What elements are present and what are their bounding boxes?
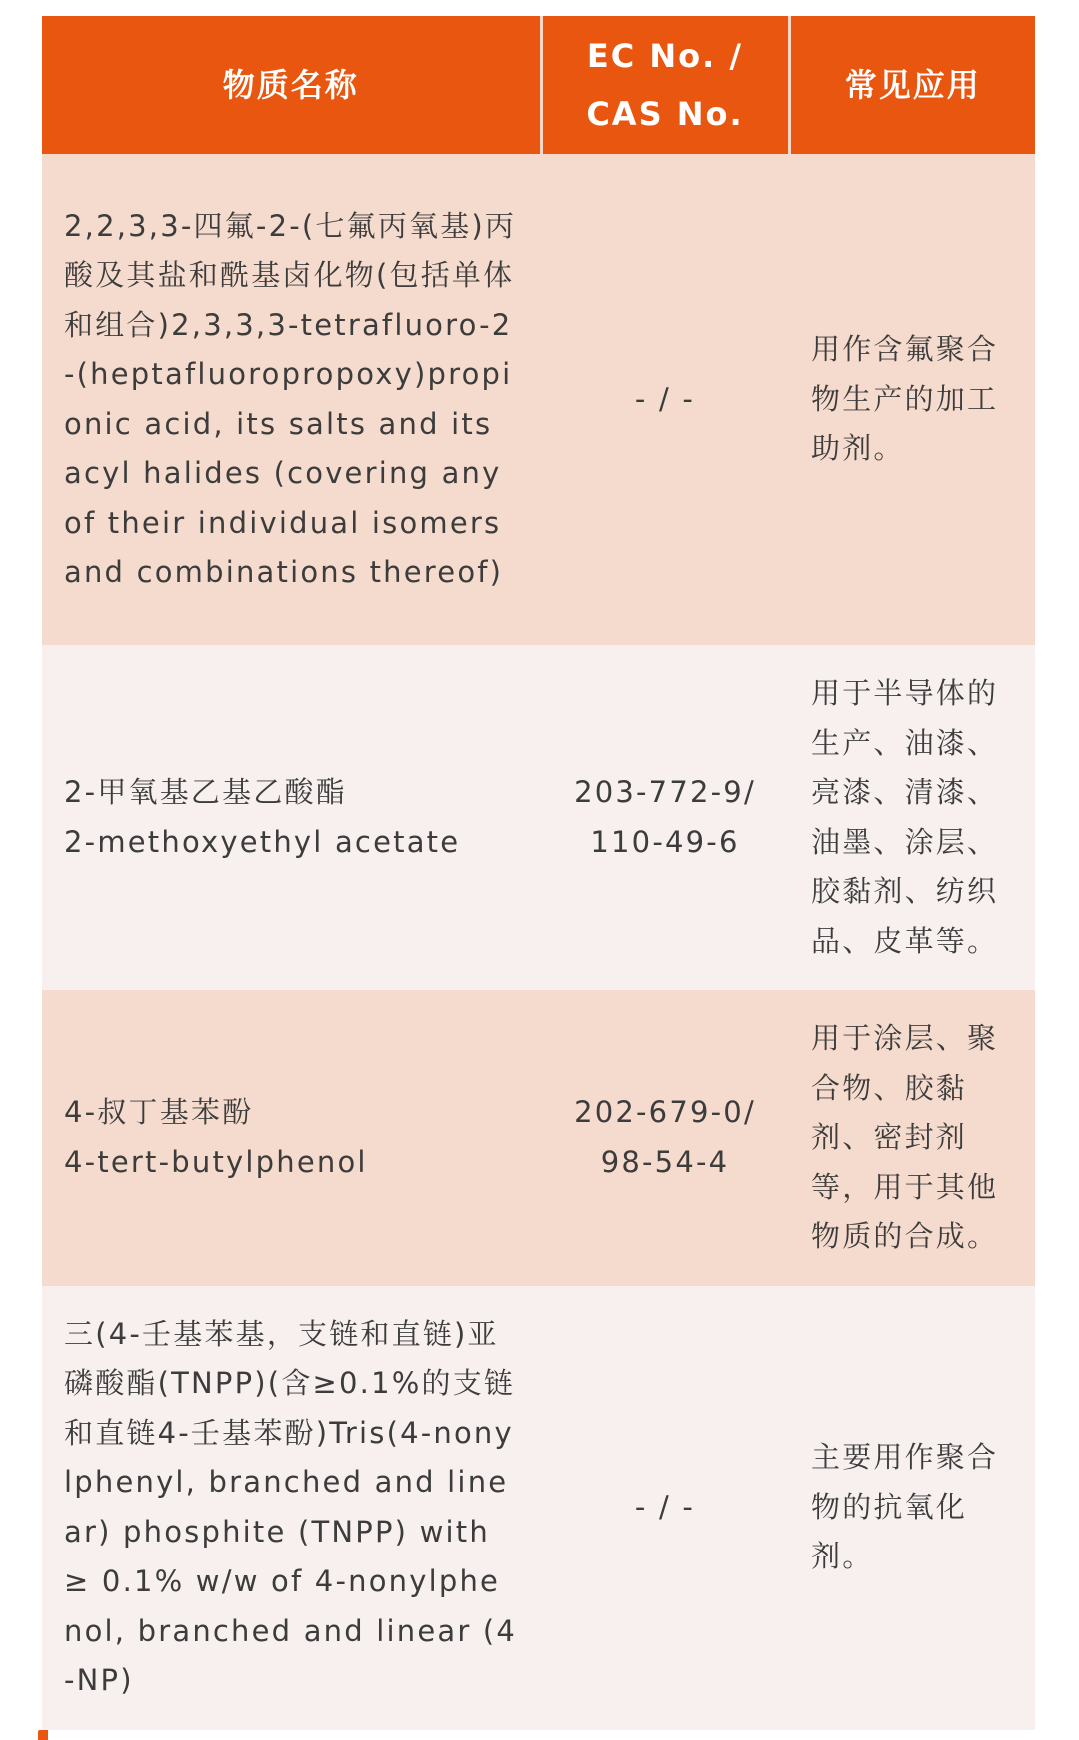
header-cas-label: CAS No.	[586, 95, 744, 133]
ec-number: - / -	[634, 1489, 696, 1524]
cas-number: 110-49-6	[590, 824, 740, 859]
decorative-corner-mark	[38, 1730, 48, 1740]
substance-name-en: 2,3,3,3-tetrafluoro-2-(heptafluoropropoxy)propionic acid, its salts and its acyl halides (covering any of their individual isomers and combinations thereof)	[64, 307, 513, 589]
substance-name-cn: 2-甲氧基乙基乙酸酯	[64, 775, 347, 809]
application-text: 主要用作聚合物的抗氧化剂。	[811, 1440, 999, 1574]
substance-name-cn: 三(4-壬基苯基，支链和直链)亚磷酸酯(TNPP)(含≥0.1%的支链和直链4-壬基苯酚)	[64, 1316, 516, 1450]
substance-name-cn: 4-叔丁基苯酚	[64, 1095, 254, 1130]
application-cell	[789, 990, 1035, 1286]
table-row	[42, 154, 1035, 645]
substance-name-en: 4-tert-butylphenol	[64, 1144, 368, 1179]
substance-table	[42, 16, 1035, 1730]
application-text: 用作含氟聚合物生产的加工助剂。	[811, 332, 999, 466]
header-substance-name	[42, 16, 541, 154]
application-cell	[789, 154, 1035, 645]
ec-number: 203-772-9/	[574, 775, 756, 809]
header-ec-label: EC No. /	[586, 37, 744, 75]
table-body	[42, 154, 1035, 1730]
ec-cas-cell	[541, 990, 789, 1286]
application-text: 用于涂层、聚合物、胶黏剂、密封剂等，用于其他物质的合成。	[811, 1021, 999, 1253]
substance-name-cell	[42, 1286, 541, 1730]
substance-name-cn: 2,2,3,3-四氟-2-(七氟丙氧基)丙酸及其盐和酰基卤化物(包括单体和组合)	[64, 208, 517, 342]
table-row	[42, 1286, 1035, 1730]
table-row	[42, 990, 1035, 1286]
application-text: 用于半导体的生产、油漆、亮漆、清漆、油墨、涂层、胶黏剂、纺织品、皮革等。	[811, 676, 999, 958]
ec-cas-cell	[541, 1286, 789, 1730]
table-row	[42, 645, 1035, 990]
substance-table-container	[42, 16, 1035, 1730]
header-application	[789, 16, 1035, 154]
application-cell	[789, 1286, 1035, 1730]
substance-name-cell	[42, 990, 541, 1286]
substance-name-en: Tris(4-nonylphenyl, branched and linear) phosphite (TNPP) with ≥ 0.1% w/w of 4-nonylphenol, branched and linear (4-NP)	[64, 1415, 518, 1697]
substance-name-en: 2-methoxyethyl acetate	[64, 824, 461, 859]
ec-cas-cell	[541, 645, 789, 990]
substance-name-cell	[42, 154, 541, 645]
substance-name-cell	[42, 645, 541, 990]
application-cell	[789, 645, 1035, 990]
ec-cas-cell	[541, 154, 789, 645]
ec-number: 202-679-0/	[574, 1095, 756, 1130]
table-header	[42, 16, 1035, 154]
header-row	[42, 16, 1035, 154]
header-application-label: 常见应用	[844, 66, 981, 104]
header-substance-name-label: 物质名称	[222, 66, 359, 104]
cas-number: 98-54-4	[600, 1144, 730, 1179]
ec-number: - / -	[634, 381, 696, 416]
header-ec-cas	[541, 16, 789, 154]
